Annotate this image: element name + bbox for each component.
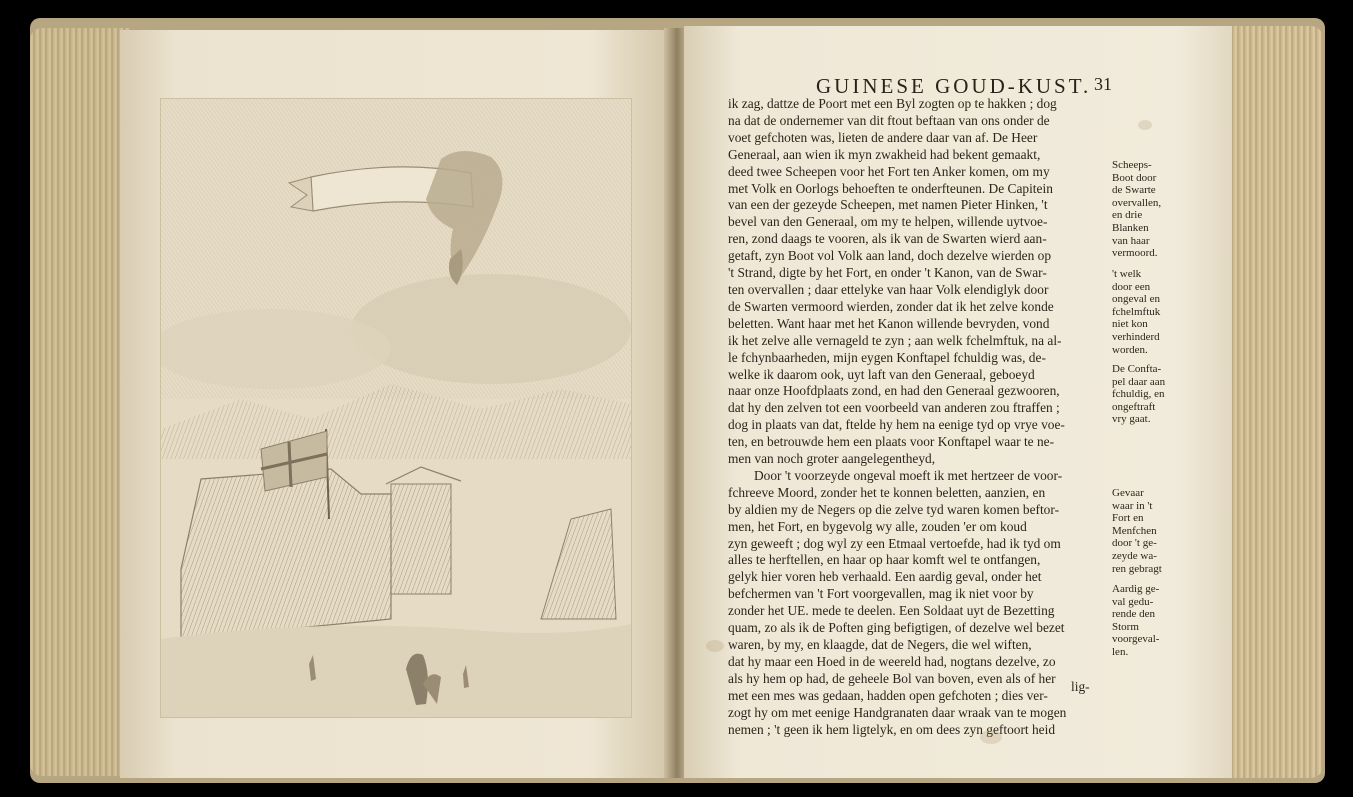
text-line: na dat de ondernemer van dit ftout beftaan van ons onder de	[728, 112, 1050, 128]
margin-note-line: vermoord.	[1112, 247, 1158, 260]
text-line: ten, en betrouwde hem een plaats voor Konftapel waar te ne-	[728, 434, 1055, 450]
margin-note-line: de Swarte	[1112, 184, 1156, 197]
margin-note-line: Storm	[1112, 620, 1139, 633]
body-text	[728, 96, 1106, 738]
margin-note-line: Aardig ge-	[1112, 583, 1160, 595]
text-line: getaft, zyn Boot vol Volk aan land, doch dezelve wierden op	[728, 248, 1052, 264]
margin-note	[1112, 268, 1222, 356]
text-line: fchreeve Moord, zonder het te konnen beletten, aanzien, en	[728, 484, 1046, 500]
text-line: deed twee Scheepen voor het Fort ten Anker komen, om my	[728, 163, 1050, 179]
text-line: zogt hy om met eenige Handgranaten daar wraak van te mogen	[728, 704, 1067, 720]
text-line: gelyk hier voren heb verhaald. Een aardig geval, onder het	[728, 569, 1042, 585]
text-line: de Swarten vermoord wierden, zonder dat ik het zelve konde	[728, 298, 1054, 314]
text-line: ten overvallen ; daar ettelyke van haar Volk elendiglyk door	[728, 281, 1049, 297]
page-number: 31	[1094, 74, 1112, 94]
left-page-edges	[30, 28, 130, 776]
text-line: ik zag, dattze de Poort met een Byl zogten op te hakken ; dog	[728, 96, 1057, 111]
text-line: by aldien my de Negers op die zelve tyd waren komen beftor-	[728, 501, 1060, 517]
margin-note-line: en drie	[1112, 209, 1143, 222]
margin-note-line: val gedu-	[1112, 595, 1154, 608]
text-line: als hy hem op had, de geheele Bol van boven, even als of her	[728, 670, 1056, 686]
text-line: voet gefchoten was, lieten de andere daar van af. De Heer	[728, 129, 1038, 145]
margin-note-line: niet kon	[1112, 318, 1148, 331]
margin-note-line: worden.	[1112, 343, 1148, 356]
text-line: 't Strand, digte by het Fort, en onder 't Kanon, van de Swar-	[728, 265, 1047, 281]
margin-note-line: Menfchen	[1112, 524, 1157, 537]
margin-note-line: voorgeval-	[1112, 633, 1160, 646]
text-line: men, het Fort, en bygevolg wy alle, zouden 'er om koud	[728, 518, 1027, 534]
margin-note-line: Gevaar	[1112, 487, 1144, 499]
text-line: befchermen van 't Fort voorgevallen, mag ik niet voor by	[728, 586, 1034, 602]
text-line: met een mes was gedaan, hadden open gefchoten ; dies ver-	[728, 687, 1048, 703]
text-line: ren, zond daags te vooren, als ik van de Swarten wierd aan-	[728, 231, 1047, 247]
text-line: met Volk en Oorlogs behoeften te onderfteunen. De Capitein	[728, 180, 1053, 196]
margin-note	[1112, 159, 1222, 260]
margin-note-line: fchuldig, en	[1112, 388, 1165, 401]
text-line: le fchynbaarheden, mijn eygen Konftapel fchuldig was, de-	[728, 349, 1046, 365]
margin-note-line: ongeval en	[1112, 293, 1160, 306]
running-head: GUINESE GOUD-KUST.	[816, 74, 1092, 98]
margin-note-line: rende den	[1112, 608, 1156, 621]
text-line: quam, zo als ik de Poften ging befigtigen, of dezelve wel bezet	[728, 620, 1065, 636]
engraving-plate	[160, 98, 632, 718]
foxing-spot	[980, 730, 1002, 744]
margin-note-line: door een	[1112, 280, 1151, 293]
margin-note-line: len.	[1112, 645, 1129, 658]
text-line: waren, by my, en klaagde, dat de Negers, die wel wiften,	[728, 637, 1032, 652]
margin-note-line: vry gaat.	[1112, 413, 1151, 426]
text-line: bevel van den Generaal, om my te helpen, willende uytvoe-	[728, 214, 1048, 230]
margin-note-line: De Confta-	[1112, 363, 1162, 375]
text-line: Door 't voorzeyde ongeval moeft ik met hertzeer de voor-	[754, 467, 1063, 483]
text-line: dat hy den zelven tot een voorbeeld van anderen zou ftraffen ;	[728, 400, 1060, 416]
margin-note-line: verhinderd	[1112, 330, 1160, 343]
text-line: zonder het UE. mede te deelen. Een Soldaat uyt de Bezetting	[728, 603, 1055, 619]
margin-note-line: Scheeps-	[1112, 159, 1152, 171]
text-line: beletten. Want haar met het Kanon willende bevryden, vond	[728, 315, 1050, 331]
margin-note	[1112, 583, 1222, 659]
margin-note-line: 't welk	[1112, 268, 1142, 280]
catchword: lig-	[1071, 679, 1090, 694]
margin-note-line: ongeftraft	[1112, 400, 1156, 413]
margin-note-line: fchelmftuk	[1112, 305, 1161, 318]
margin-note-line: van haar	[1112, 234, 1150, 247]
text-line: welke ik daarom ook, uyt laft van den Generaal, geboeyd	[728, 366, 1035, 382]
foxing-spot	[706, 640, 724, 652]
margin-note-line: ren gebragt	[1112, 562, 1162, 575]
text-line: naar onze Hoofdplaats zond, en had den Generaal gezwooren,	[728, 383, 1060, 399]
text-line: dat hy maar een Hoed in de weereld had, nogtans dezelve, zo	[728, 653, 1056, 669]
margin-note-line: waar in 't	[1112, 499, 1153, 512]
text-line: alles te herftellen, en haar op haar komft wel te ontfangen,	[728, 552, 1041, 568]
margin-note-line: Boot door	[1112, 171, 1157, 184]
margin-note-line: zeyde wa-	[1112, 549, 1157, 562]
margin-note-line: door 't ge-	[1112, 537, 1157, 550]
foxing-spot	[1138, 120, 1152, 130]
margin-note	[1112, 487, 1222, 575]
engraving-illustration	[161, 99, 631, 717]
text-line: van een der gezeyde Scheepen, met namen Pieter Hinken, 't	[728, 197, 1048, 213]
text-line: men van noch groter aangelegentheyd,	[728, 451, 936, 467]
text-line: zyn geweeft ; dog wyl zy een Etmaal vertoefde, had ik tyd om	[728, 535, 1061, 551]
text-line: ik het zelve alle vernageld te zyn ; aan welk fchelmftuk, na al-	[728, 332, 1062, 348]
margin-note-line: Fort en	[1112, 512, 1144, 525]
text-line: Generaal, aan wien ik myn zwakheid had bekent gemaakt,	[728, 146, 1041, 162]
text-line: nemen ; 't geen ik hem ligtelyk, en om dees zyn geftoort heid	[728, 721, 1056, 737]
margin-note-line: pel daar aan	[1112, 375, 1166, 388]
margin-note-line: overvallen,	[1112, 196, 1162, 209]
right-page-edges	[1228, 26, 1323, 778]
text-line: dog in plaats van dat, ftelde hy hem na eenige tyd op vrye voe-	[728, 417, 1065, 433]
margin-note-line: Blanken	[1112, 221, 1149, 234]
margin-note	[1112, 363, 1222, 426]
